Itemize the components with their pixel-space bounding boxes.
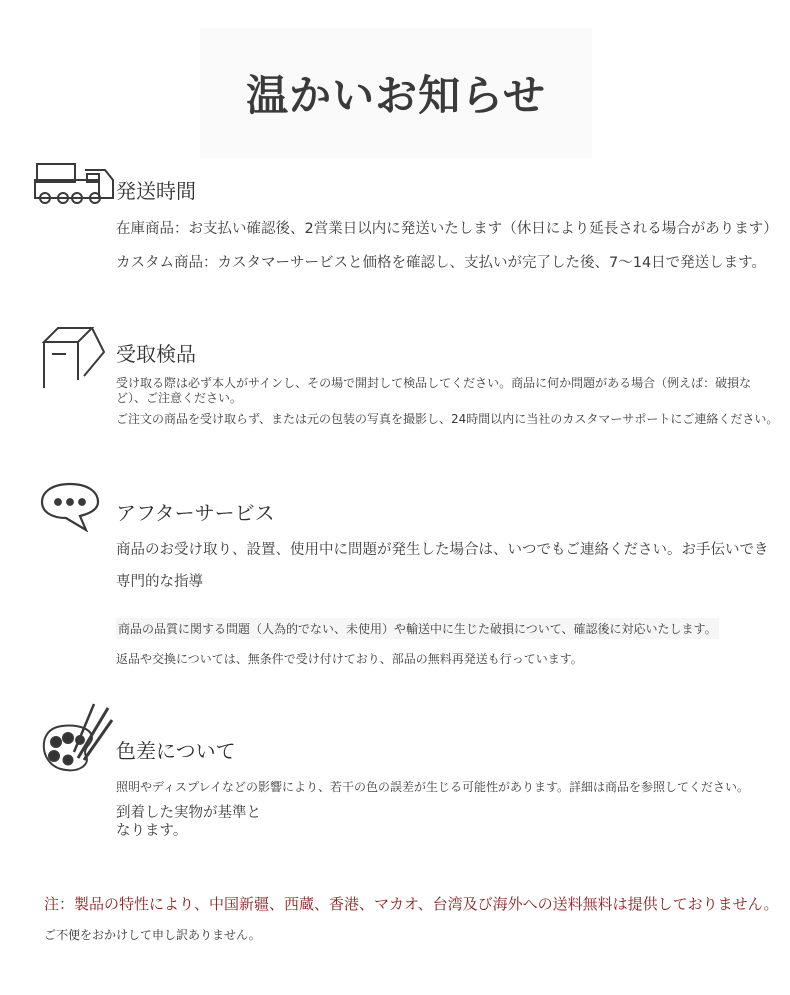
receiving-line-2: ど）、ご注意ください。 [116,391,243,405]
shipping-heading: 発送時間 [116,179,196,203]
truck-icon [33,160,119,208]
after-service-line-1: 商品のお受け取り、設置、使用中に問題が発生した場合は、いつでもご連絡ください。お手伝いでき [116,542,769,558]
apology-text: ご不便をおかけして申し訳ありません。 [44,928,261,942]
after-service-line-3: 商品の品質に関する問題（人為的でない、未使用）や輸送中に生じた破損について、確認後に対応いたします。 [116,618,719,639]
color-line-3: なります。 [116,823,188,839]
after-service-line-4: 返品や交換については、無条件で受け付けており、部品の無料再発送も行っています。 [116,652,583,666]
receiving-heading: 受取検品 [116,342,196,366]
chat-bubble-icon [38,480,102,532]
palette-icon [38,702,116,774]
receiving-line-1: 受け取る際は必ず本人がサインし、その場で開封して検品してください。商品に何か問題がある場合（例えば：破損な [116,376,752,390]
shipping-notice: 注：製品の特性により、中国新疆、西蔵、香港、マカオ、台湾及び海外への送料無料は提供しておりません。 [44,895,779,913]
color-heading: 色差について [116,739,236,763]
color-line-2: 到着した実物が基準と [116,805,261,821]
title-banner [200,28,592,158]
shipping-line-2: カスタム商品：カスタマーサービスと価格を確認し、支払いが完了した後、7〜14日で発送します。 [116,255,767,271]
shipping-line-1: 在庫商品：お支払い確認後、2営業日以内に発送いたします（休日により延長される場合があります） [116,221,778,237]
color-line-1: 照明やディスプレイなどの影響により、若干の色の誤差が生じる可能性があります。詳細は商品を参照してください。 [116,780,750,794]
receiving-line-3: ご注文の商品を受け取らず、または元の包装の写真を撮影し、24時間以内に当社のカスタマーサポートにご連絡ください。 [116,412,779,426]
after-service-heading: アフターサービス [116,501,275,525]
box-icon [40,324,108,390]
page-title: 温かいお知らせ [246,71,546,120]
after-service-line-2: 専門的な指導 [116,574,203,590]
